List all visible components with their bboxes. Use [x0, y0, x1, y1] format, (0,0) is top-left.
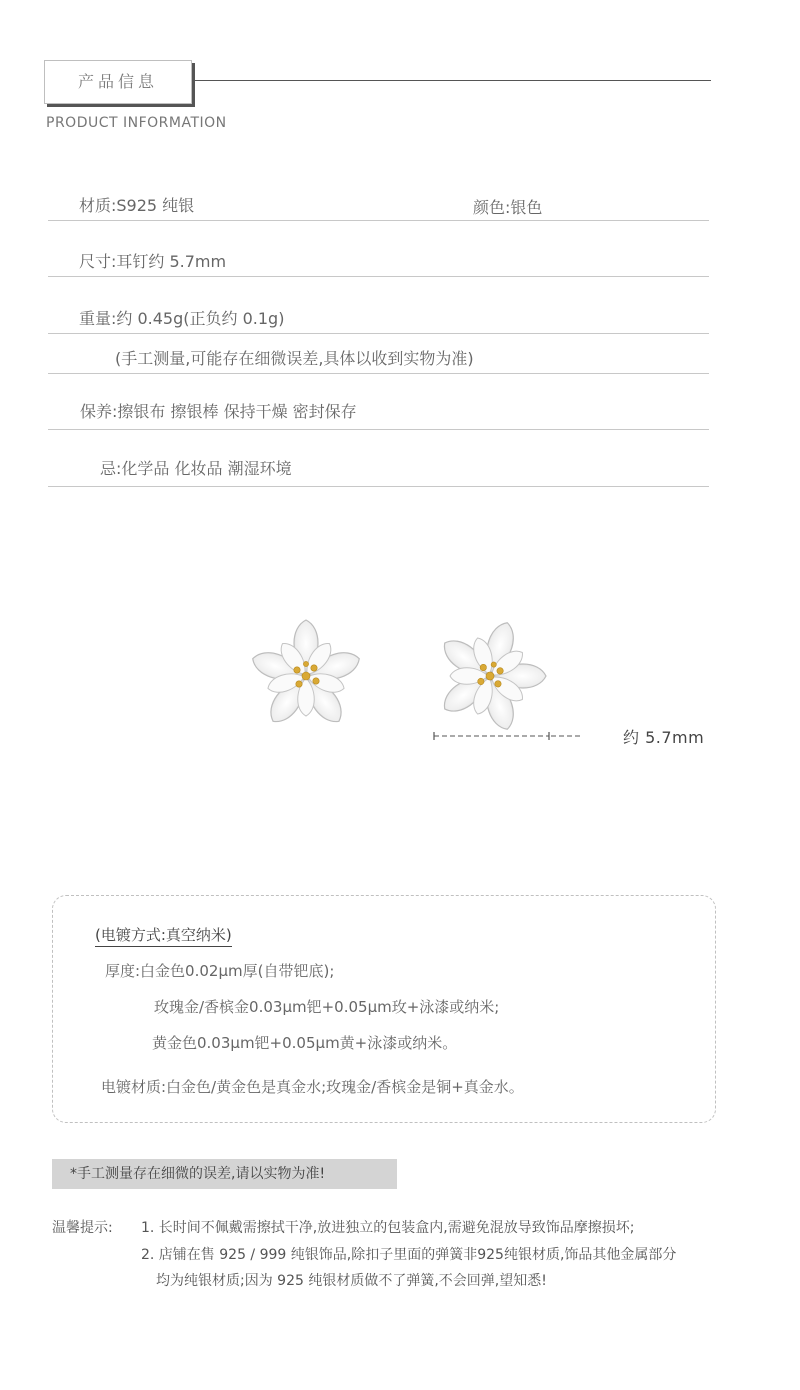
plating-thickness-2: 玫瑰金/香槟金0.03μm钯+0.05μm玫+泳漆或纳米;: [154, 998, 500, 1016]
tips-item-1: 1. 长时间不佩戴需擦拭干净,放进独立的包装盒内,需避免混放导致饰品摩擦损坏;: [141, 1220, 635, 1236]
spec-color: 颜色:银色: [473, 198, 543, 217]
tips-label: 温馨提示:: [52, 1220, 113, 1236]
spec-divider: [48, 429, 709, 430]
title-divider: [193, 80, 711, 81]
spec-material: 材质:S925 纯银: [79, 196, 195, 215]
spec-divider: [48, 333, 709, 334]
plating-title: (电镀方式:真空纳米): [95, 924, 232, 947]
section-title-box: [44, 60, 192, 104]
section-title-en: PRODUCT INFORMATION: [46, 115, 227, 131]
section-title-cn: 产品信息: [77, 72, 158, 91]
tips-item-2-cont: 均为纯银材质;因为 925 纯银材质做不了弹簧,不会回弹,望知悉!: [156, 1273, 547, 1289]
spec-divider: [48, 486, 709, 487]
plating-thickness-3: 黄金色0.03μm钯+0.05μm黄+泳漆或纳米。: [152, 1034, 458, 1052]
dimension-label: 约 5.7mm: [623, 728, 705, 747]
spec-divider: [48, 373, 709, 374]
earring-flower-image: [428, 614, 552, 738]
tips-item-2: 2. 店铺在售 925 / 999 纯银饰品,除扣子里面的弹簧非925纯银材质,饰品其他金属部分: [141, 1247, 677, 1263]
spec-divider: [48, 276, 709, 277]
spec-care: 保养:擦银布 擦银棒 保持干燥 密封保存: [80, 402, 357, 421]
spec-weight-note: (手工测量,可能存在细微误差,具体以收到实物为准): [115, 349, 474, 368]
measurement-notice: [52, 1159, 397, 1189]
spec-avoid: 忌:化学品 化妆品 潮湿环境: [100, 459, 292, 478]
earring-flower-image: [244, 614, 368, 738]
spec-size: 尺寸:耳钉约 5.7mm: [79, 252, 227, 271]
spec-weight: 重量:约 0.45g(正负约 0.1g): [79, 309, 285, 328]
plating-material: 电镀材质:白金色/黄金色是真金水;玫瑰金/香槟金是铜+真金水。: [101, 1078, 524, 1096]
dimension-line: [433, 730, 583, 742]
measurement-notice-text: *手工测量存在细微的误差,请以实物为准!: [70, 1166, 326, 1182]
plating-thickness-1: 厚度:白金色0.02μm厚(自带钯底);: [105, 962, 335, 980]
spec-divider: [48, 220, 709, 221]
